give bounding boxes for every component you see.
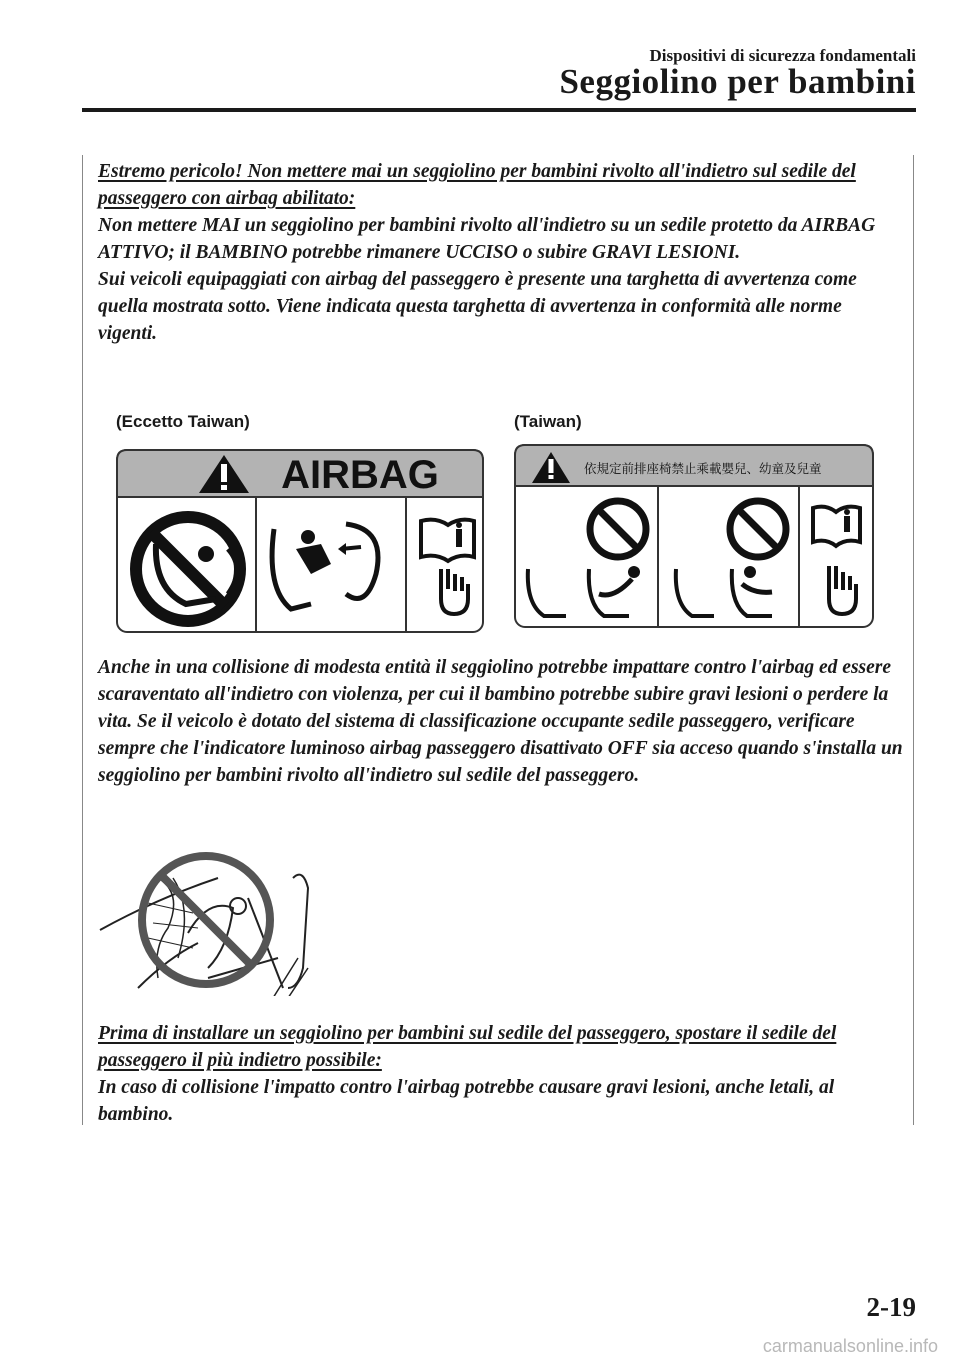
warning-text-1: Non mettere MAI un seggiolino per bambini rivolto all'indietro su un sedile protetto da AIRBAG ATTIVO; il BAMBINO potrebbe rimanere UCCISO o subire GRAVI LESIONI.: [98, 215, 876, 263]
paragraph-block-2: [98, 654, 904, 789]
airbag-warning-label-left: [116, 449, 484, 633]
airbag-warning-label-right: [514, 444, 874, 628]
warning-text-2: Sui veicoli equipaggiati con airbag del passeggero è presente una targhetta di avvertenza come quella mostrata sotto. Viene indicata questa targhetta di avvertenza in conformità alle norme vigenti.: [98, 269, 857, 344]
label-caption-taiwan: (Taiwan): [514, 412, 582, 431]
rear-facing-seat-airbag-illustration: [98, 838, 338, 996]
label-caption-except-taiwan: (Eccetto Taiwan): [116, 412, 250, 431]
warning-heading-2: Prima di installare un seggiolino per bambini sul sedile del passeggero, spostare il sedile del passeggero il più indietro possibile:: [98, 1023, 837, 1071]
header-rule: [82, 108, 916, 112]
section-title: Dispositivi di sicurezza fondamentali: [649, 46, 916, 65]
taiwan-banner-text: 依規定前排座椅禁止乘載嬰兒、幼童及兒童: [584, 461, 822, 476]
prohibition-circle-icon: [142, 856, 270, 984]
airbag-banner-text: AIRBAG: [281, 453, 439, 497]
warning-block-1: [98, 158, 904, 347]
warning-block-2: [98, 1020, 904, 1128]
warning-sidebar-rule: [82, 155, 83, 1125]
warning-heading-1: Estremo pericolo! Non mettere mai un seggiolino per bambini rivolto all'indietro sul sedile del passeggero con airbag abilitato:: [98, 161, 856, 209]
page-title: Seggiolino per bambini: [559, 62, 916, 101]
collision-paragraph: Anche in una collisione di modesta entità il seggiolino potrebbe impattare contro l'airbag ed essere scaraventato all'indietro con violenza, per cui il bambino potrebbe subire gravi lesioni o perdere la vita. Se il veicolo è dotato del sistema di classificazione occupante sedile passeggero, verificare sempre che l'indicatore luminoso airbag passeggero disattivato OFF sia acceso quando s'installa un seggiolino per bambini rivolto all'indietro sul sedile del passeggero.: [98, 657, 903, 786]
watermark: carmanualsonline.info: [762, 1336, 938, 1356]
warning-sidebar-rule-right: [913, 155, 914, 1125]
page-number: 2-19: [866, 1292, 916, 1322]
warning-text-3: In caso di collisione l'impatto contro l'airbag potrebbe causare gravi lesioni, anche letali, al bambino.: [98, 1077, 835, 1125]
